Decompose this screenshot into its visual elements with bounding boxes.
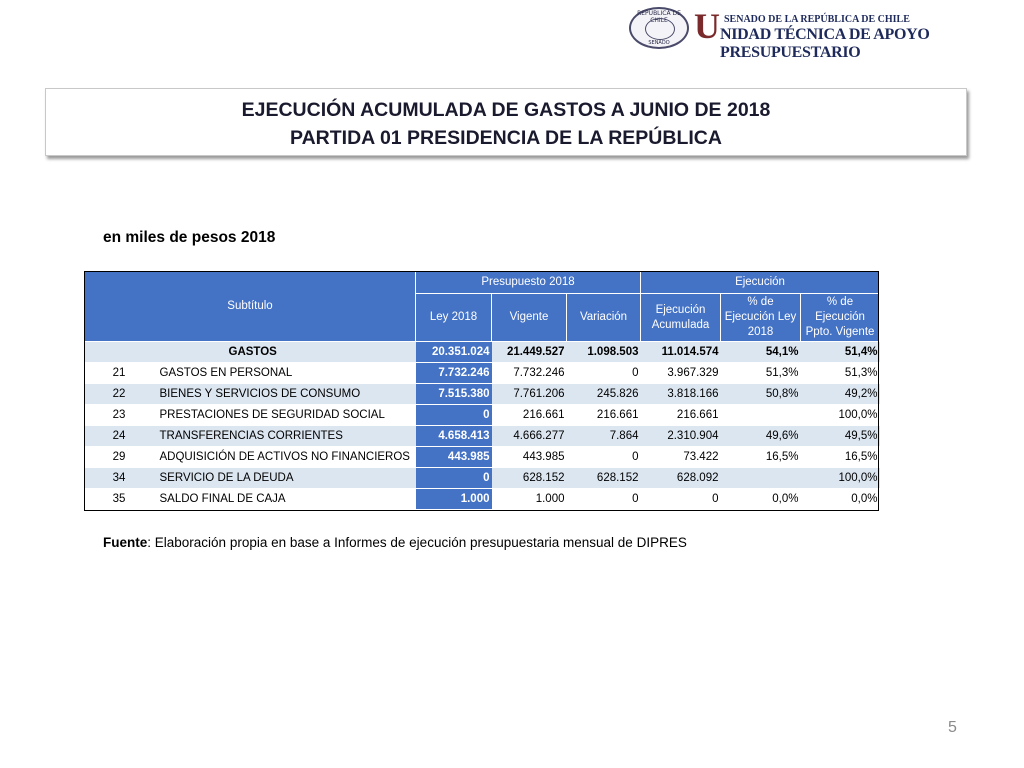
cell-ley: 7.732.246: [416, 363, 492, 384]
cell-pct-vigente: 51,4%: [801, 342, 880, 363]
seal-bottom-text: SENADO: [648, 40, 670, 46]
senado-seal-logo: [629, 7, 689, 49]
cell-pct-ley: [721, 405, 801, 426]
cell-code: 34: [85, 468, 154, 489]
cell-variacion: 245.826: [567, 384, 641, 405]
brand-unit-name: NIDAD TÉCNICA DE APOYO PRESUPUESTARIO: [720, 26, 930, 61]
brand-initial: U: [694, 6, 720, 46]
cell-name: PRESTACIONES DE SEGURIDAD SOCIAL: [154, 405, 416, 426]
cell-ejecucion: 3.967.329: [641, 363, 721, 384]
cell-variacion: 628.152: [567, 468, 641, 489]
cell-ley: 0: [416, 405, 492, 426]
cell-vigente: 7.761.206: [492, 384, 567, 405]
cell-ejecucion: 628.092: [641, 468, 721, 489]
cell-ejecucion: 11.014.574: [641, 342, 721, 363]
cell-name: GASTOS EN PERSONAL: [154, 363, 416, 384]
source-label: Fuente: [103, 535, 148, 550]
title-line-1: EJECUCIÓN ACUMULADA DE GASTOS A JUNIO DE 2018: [241, 99, 771, 121]
seal-top-text: REPÚBLICA DE CHILE: [637, 10, 681, 24]
cell-vigente: 443.985: [492, 447, 567, 468]
table-row: [85, 468, 880, 489]
cell-ley: 7.515.380: [416, 384, 492, 405]
cell-ejecucion: 216.661: [641, 405, 721, 426]
header-ley: Ley 2018: [416, 294, 492, 342]
cell-code: 22: [85, 384, 154, 405]
cell-code: 23: [85, 405, 154, 426]
cell-ejecucion: 73.422: [641, 447, 721, 468]
cell-pct-ley: 0,0%: [721, 489, 801, 510]
cell-pct-vigente: 49,2%: [801, 384, 880, 405]
cell-vigente: 1.000: [492, 489, 567, 510]
cell-name: SALDO FINAL DE CAJA: [154, 489, 416, 510]
cell-variacion: 7.864: [567, 426, 641, 447]
units-label: en miles de pesos 2018: [103, 229, 276, 246]
cell-pct-vigente: 100,0%: [801, 468, 880, 489]
cell-code: 21: [85, 363, 154, 384]
cell-variacion: 216.661: [567, 405, 641, 426]
table-row: [85, 384, 880, 405]
cell-vigente: 4.666.277: [492, 426, 567, 447]
budget-table: [84, 271, 880, 510]
page-number: 5: [948, 719, 957, 736]
cell-ejecucion: 0: [641, 489, 721, 510]
header-variacion: Variación: [567, 294, 641, 342]
cell-vigente: 628.152: [492, 468, 567, 489]
table-row: [85, 447, 880, 468]
table-row: [85, 489, 880, 510]
table-row: [85, 426, 880, 447]
cell-name: BIENES Y SERVICIOS DE CONSUMO: [154, 384, 416, 405]
cell-pct-ley: 50,8%: [721, 384, 801, 405]
cell-code: 35: [85, 489, 154, 510]
header-subtitulo: Subtítulo: [85, 272, 416, 342]
header-ejecucion-acumulada: Ejecución Acumulada: [641, 294, 721, 342]
cell-ley: 443.985: [416, 447, 492, 468]
cell-ejecucion: 2.310.904: [641, 426, 721, 447]
header-presupuesto: Presupuesto 2018: [416, 272, 641, 294]
header-ejecucion: Ejecución: [641, 272, 880, 294]
cell-code: 29: [85, 447, 154, 468]
cell-name: SERVICIO DE LA DEUDA: [154, 468, 416, 489]
cell-ley: 1.000: [416, 489, 492, 510]
table-row: [85, 342, 880, 363]
cell-pct-vigente: 100,0%: [801, 405, 880, 426]
title-box: [45, 88, 967, 156]
cell-pct-ley: 49,6%: [721, 426, 801, 447]
cell-pct-ley: 51,3%: [721, 363, 801, 384]
cell-pct-ley: [721, 468, 801, 489]
brand-senado-text: SENADO DE LA REPÚBLICA DE CHILE: [724, 14, 910, 25]
seal-emblem: [645, 18, 675, 40]
cell-ley: 4.658.413: [416, 426, 492, 447]
cell-variacion: 0: [567, 489, 641, 510]
cell-pct-vigente: 0,0%: [801, 489, 880, 510]
header-pct-ley: % de Ejecución Ley 2018: [721, 294, 801, 342]
cell-ejecucion: 3.818.166: [641, 384, 721, 405]
cell-variacion: 0: [567, 363, 641, 384]
cell-variacion: 0: [567, 447, 641, 468]
title-line-2: PARTIDA 01 PRESIDENCIA DE LA REPÚBLICA: [290, 127, 722, 149]
table-row: [85, 363, 880, 384]
source-note: [103, 535, 687, 550]
table-row: [85, 405, 880, 426]
cell-ley: 0: [416, 468, 492, 489]
cell-pct-ley: 54,1%: [721, 342, 801, 363]
cell-pct-vigente: 16,5%: [801, 447, 880, 468]
cell-pct-vigente: 49,5%: [801, 426, 880, 447]
header-pct-vigente: % de Ejecución Ppto. Vigente: [801, 294, 880, 342]
cell-name: GASTOS: [154, 342, 416, 363]
cell-ley: 20.351.024: [416, 342, 492, 363]
cell-code: 24: [85, 426, 154, 447]
cell-vigente: 7.732.246: [492, 363, 567, 384]
header-vigente: Vigente: [492, 294, 567, 342]
source-text: : Elaboración propia en base a Informes de ejecución presupuestaria mensual de DIPRES: [147, 535, 687, 550]
cell-pct-vigente: 51,3%: [801, 363, 880, 384]
cell-vigente: 21.449.527: [492, 342, 567, 363]
cell-variacion: 1.098.503: [567, 342, 641, 363]
cell-name: TRANSFERENCIAS CORRIENTES: [154, 426, 416, 447]
cell-pct-ley: 16,5%: [721, 447, 801, 468]
cell-name: ADQUISICIÓN DE ACTIVOS NO FINANCIEROS: [154, 447, 416, 468]
cell-vigente: 216.661: [492, 405, 567, 426]
cell-code: [85, 342, 154, 363]
